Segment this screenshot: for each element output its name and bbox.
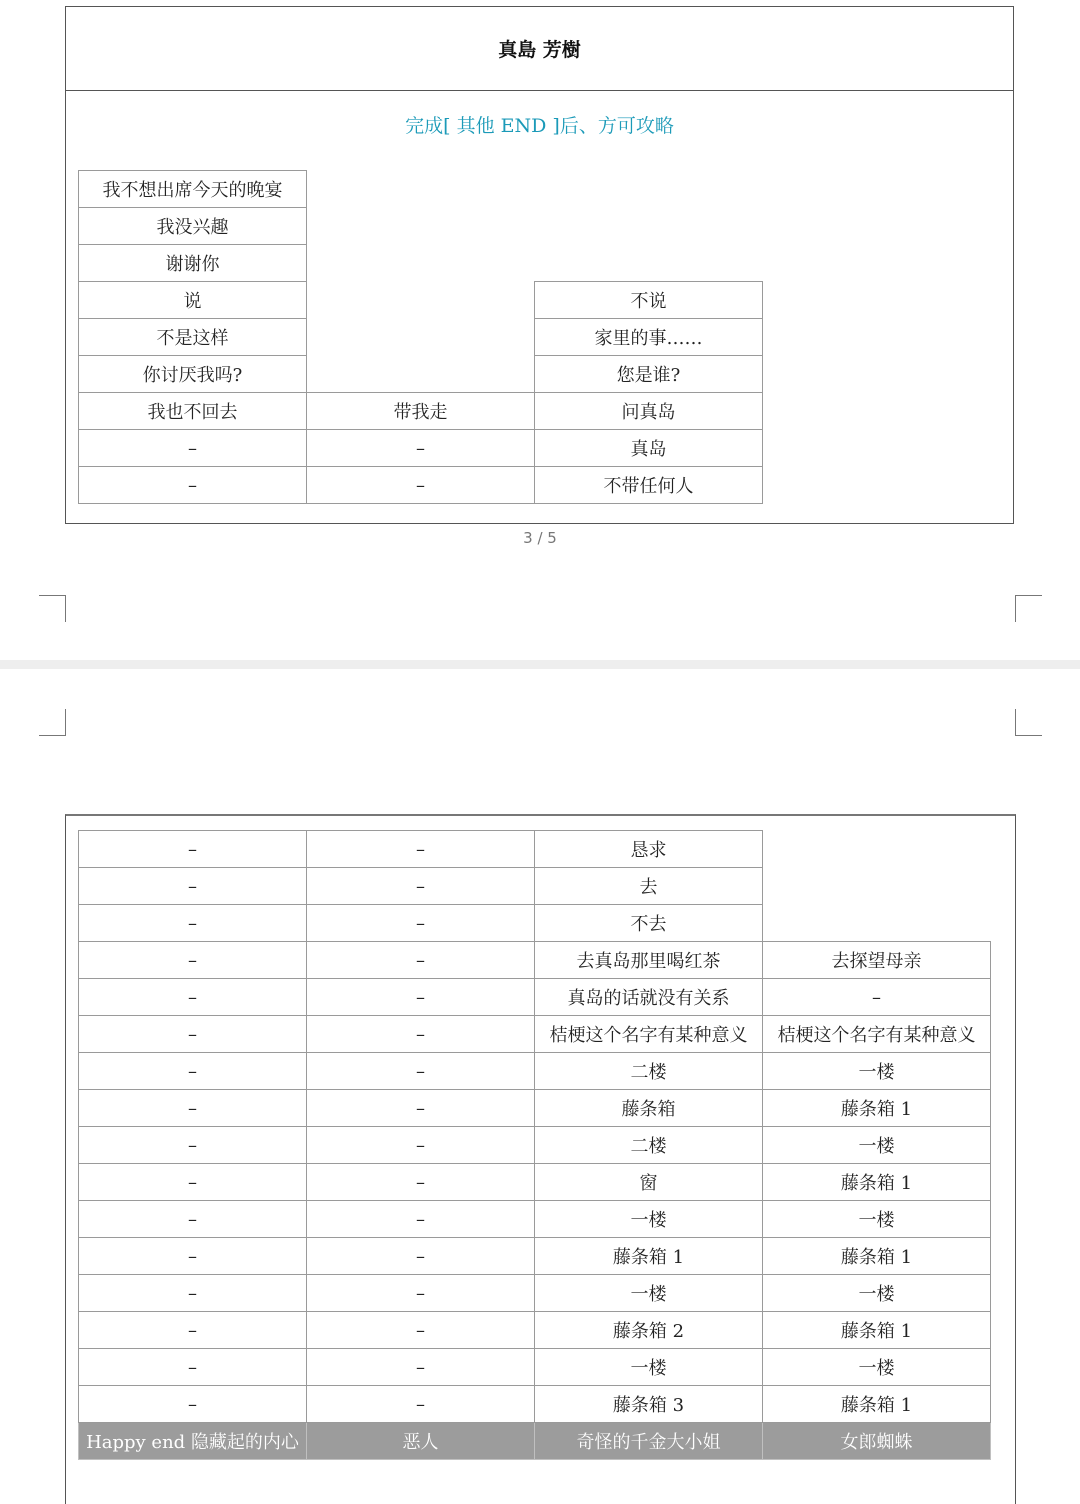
table-cell: – — [79, 1127, 307, 1164]
table-cell: 不带任何人 — [535, 467, 763, 504]
table-cell: – — [307, 905, 535, 942]
table-cell: 说 — [79, 282, 307, 319]
table-cell: 您是谁? — [535, 356, 763, 393]
ending-cell: 奇怪的千金大小姐 — [535, 1423, 763, 1460]
table-cell: 一楼 — [535, 1275, 763, 1312]
ending-row — [79, 1423, 991, 1460]
table-cell: – — [307, 979, 535, 1016]
table-row — [79, 1016, 991, 1053]
table-cell: 恳求 — [535, 831, 763, 868]
table-row — [79, 282, 763, 319]
table-cell: – — [79, 1386, 307, 1423]
table-cell: – — [79, 467, 307, 504]
table-cell: 去真岛那里喝红茶 — [535, 942, 763, 979]
table-row — [79, 1275, 991, 1312]
table-cell: 一楼 — [763, 1127, 991, 1164]
table-row — [79, 1312, 991, 1349]
table-cell: – — [79, 1090, 307, 1127]
empty-cell — [535, 245, 763, 282]
table-cell: – — [307, 1053, 535, 1090]
empty-cell — [535, 208, 763, 245]
empty-cell — [307, 282, 535, 319]
page-corner-mark — [39, 709, 66, 736]
table-row — [79, 1164, 991, 1201]
table-cell: 不说 — [535, 282, 763, 319]
table-cell: 藤条箱 1 — [763, 1312, 991, 1349]
table-cell: 一楼 — [763, 1275, 991, 1312]
table-cell: 问真岛 — [535, 393, 763, 430]
table-cell: – — [307, 1386, 535, 1423]
empty-cell — [763, 868, 991, 905]
table-cell: – — [79, 831, 307, 868]
table-cell: 一楼 — [763, 1053, 991, 1090]
table-cell: – — [307, 1275, 535, 1312]
table-cell: – — [79, 1275, 307, 1312]
table-cell: 藤条箱 1 — [763, 1164, 991, 1201]
table-cell: 二楼 — [535, 1127, 763, 1164]
table-cell: 谢谢你 — [79, 245, 307, 282]
ending-cell: 女郎蜘蛛 — [763, 1423, 991, 1460]
table-cell: 一楼 — [763, 1201, 991, 1238]
table-cell: – — [79, 1201, 307, 1238]
table-cell: – — [79, 1016, 307, 1053]
table-row — [79, 1127, 991, 1164]
table-cell: – — [307, 1164, 535, 1201]
table-cell: – — [79, 1349, 307, 1386]
table-cell: 我没兴趣 — [79, 208, 307, 245]
table-cell: – — [307, 831, 535, 868]
table-row — [79, 1238, 991, 1275]
table-cell: – — [79, 1164, 307, 1201]
table-cell: 一楼 — [763, 1349, 991, 1386]
table-cell: – — [307, 942, 535, 979]
empty-cell — [535, 171, 763, 208]
choices-table-part1 — [78, 170, 763, 504]
table-cell: 去探望母亲 — [763, 942, 991, 979]
page-corner-mark — [39, 595, 66, 622]
table-cell: 真岛的话就没有关系 — [535, 979, 763, 1016]
table-cell: – — [307, 1016, 535, 1053]
table-row — [79, 979, 991, 1016]
table-cell: – — [79, 1053, 307, 1090]
ending-cell: Happy end 隐藏起的内心 — [79, 1423, 307, 1460]
empty-cell — [307, 319, 535, 356]
table-row — [79, 245, 763, 282]
table-cell: – — [307, 1127, 535, 1164]
table-cell: – — [763, 979, 991, 1016]
unlock-note: 完成[ 其他 END ]后、方可攻略 — [405, 115, 674, 137]
table-cell: 家里的事…… — [535, 319, 763, 356]
table-row — [79, 868, 991, 905]
table-row — [79, 1053, 991, 1090]
empty-cell — [307, 208, 535, 245]
table-cell: 不去 — [535, 905, 763, 942]
empty-cell — [763, 831, 991, 868]
table-cell: – — [307, 467, 535, 504]
table-row — [79, 905, 991, 942]
table-cell: – — [307, 430, 535, 467]
table-cell: 桔梗这个名字有某种意义 — [763, 1016, 991, 1053]
table-cell: – — [79, 905, 307, 942]
table-cell: – — [79, 430, 307, 467]
choices-table-part2 — [78, 830, 991, 1460]
table-cell: 藤条箱 1 — [763, 1238, 991, 1275]
table-row — [79, 430, 763, 467]
table-row — [79, 831, 991, 868]
table-cell: – — [79, 1312, 307, 1349]
empty-cell — [763, 905, 991, 942]
table-cell: 带我走 — [307, 393, 535, 430]
empty-cell — [307, 356, 535, 393]
table-cell: 不是这样 — [79, 319, 307, 356]
table-cell: 一楼 — [535, 1349, 763, 1386]
table-cell: 我也不回去 — [79, 393, 307, 430]
ending-cell: 恶人 — [307, 1423, 535, 1460]
table-cell: – — [307, 1312, 535, 1349]
page-corner-mark — [1015, 595, 1042, 622]
table-cell: – — [307, 1238, 535, 1275]
table-cell: 桔梗这个名字有某种意义 — [535, 1016, 763, 1053]
table-cell: 窗 — [535, 1164, 763, 1201]
table-cell: – — [79, 868, 307, 905]
table-cell: 去 — [535, 868, 763, 905]
section-title: 真島 芳樹 — [66, 7, 1013, 91]
table-row — [79, 1201, 991, 1238]
table-row — [79, 319, 763, 356]
table-row — [79, 171, 763, 208]
table-row — [79, 1386, 991, 1423]
empty-cell — [307, 171, 535, 208]
table-cell: 一楼 — [535, 1201, 763, 1238]
table-row — [79, 1090, 991, 1127]
table-cell: 你讨厌我吗? — [79, 356, 307, 393]
table-cell: 藤条箱 1 — [763, 1090, 991, 1127]
table-cell: 二楼 — [535, 1053, 763, 1090]
table-row — [79, 208, 763, 245]
table-cell: 藤条箱 1 — [763, 1386, 991, 1423]
table-cell: 藤条箱 — [535, 1090, 763, 1127]
table-cell: – — [307, 868, 535, 905]
table-cell: 藤条箱 1 — [535, 1238, 763, 1275]
table-cell: – — [307, 1090, 535, 1127]
page-separator — [0, 660, 1080, 669]
table-cell: – — [307, 1349, 535, 1386]
page-indicator: 3 / 5 — [523, 529, 557, 547]
document-page-4 — [0, 669, 1080, 1493]
table-cell: 我不想出席今天的晚宴 — [79, 171, 307, 208]
table-cell: – — [79, 942, 307, 979]
empty-cell — [307, 245, 535, 282]
table-row — [79, 467, 763, 504]
table-row — [79, 1349, 991, 1386]
table-cell: – — [79, 1238, 307, 1275]
document-page-3 — [0, 0, 1080, 660]
table-cell: – — [79, 979, 307, 1016]
table-cell: 藤条箱 2 — [535, 1312, 763, 1349]
table-row — [79, 356, 763, 393]
table-cell: 藤条箱 3 — [535, 1386, 763, 1423]
table-row — [79, 393, 763, 430]
table-cell: – — [307, 1201, 535, 1238]
table-row — [79, 942, 991, 979]
table-cell: 真岛 — [535, 430, 763, 467]
page-corner-mark — [1015, 709, 1042, 736]
